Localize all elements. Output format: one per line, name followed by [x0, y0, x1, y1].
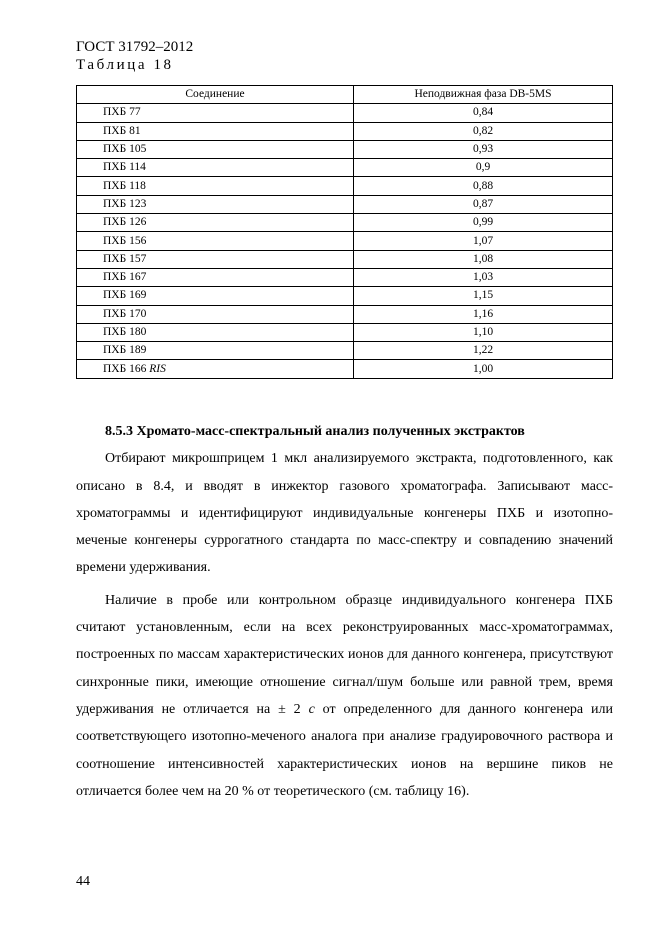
compound-cell: ПХБ 180	[77, 323, 354, 341]
paragraph-text: Наличие в пробе или контрольном образце индивидуального конгенера ПХБ считают установленным, если на всех реконструированных масс-хроматограммах, построенных по массам характеристических ионов для данного конгенера, присутствуют синхронные пики, имеющие отношение сигнал/шум больше или равной трем, время удерживания не отличается на ± 2	[76, 592, 613, 717]
value-cell: 0,87	[354, 195, 613, 213]
paragraph: Отбирают микрошприцем 1 мкл анализируемого экстракта, подготовленного, как описано в 8.4, и вводят в инжектор газового хроматографа. Записывают масс-хроматограммы и идентифицируют индивидуальные конгенеры ПХБ и изотопно-меченые конгенеры суррогатного стандарта по масс-спектру и совпадению значений времени удерживания.	[76, 451, 613, 576]
value-cell: 1,15	[354, 287, 613, 305]
table-row	[77, 287, 613, 305]
table-row	[77, 177, 613, 195]
compound-name: ПХБ 166	[103, 362, 147, 375]
table-row	[77, 250, 613, 268]
compound-cell: ПХБ 189	[77, 342, 354, 360]
compound-cell: ПХБ 156	[77, 232, 354, 250]
value-cell: 0,88	[354, 177, 613, 195]
compound-cell	[77, 360, 354, 378]
table-row	[77, 214, 613, 232]
unit-seconds: с	[308, 701, 315, 717]
table-row	[77, 323, 613, 341]
table-row	[77, 232, 613, 250]
compound-cell: ПХБ 157	[77, 250, 354, 268]
table-row	[77, 140, 613, 158]
paragraph-text: от определенного для данного конгенера или соответствующего изотопно-меченого аналога при анализе градуировочного раствора и соотношение интенсивностей характеристических ионов на вершине пиков не отличается более чем на 20 % от теоретического (см. таблицу 16).	[76, 701, 613, 799]
table-row	[77, 305, 613, 323]
column-header-phase: Неподвижная фаза DB-5MS	[354, 86, 613, 104]
data-table	[76, 85, 613, 379]
value-cell: 1,22	[354, 342, 613, 360]
page-header	[76, 38, 193, 74]
value-cell: 1,03	[354, 268, 613, 286]
value-cell: 1,10	[354, 323, 613, 341]
value-cell: 0,82	[354, 122, 613, 140]
value-cell: 0,84	[354, 104, 613, 122]
compound-cell: ПХБ 118	[77, 177, 354, 195]
value-cell: 1,16	[354, 305, 613, 323]
table-row	[77, 342, 613, 360]
table-row	[77, 360, 613, 378]
section-heading: 8.5.3 Хромато-масс-спектральный анализ полученных экстрактов	[105, 424, 525, 439]
table-row	[77, 159, 613, 177]
table-caption: Таблица 18	[76, 57, 174, 73]
value-cell: 0,93	[354, 140, 613, 158]
paragraph	[76, 587, 613, 805]
compound-cell: ПХБ 169	[77, 287, 354, 305]
table-row	[77, 195, 613, 213]
compound-cell: ПХБ 114	[77, 159, 354, 177]
compound-suffix-italic: RIS	[149, 362, 166, 375]
table-row	[77, 104, 613, 122]
compound-cell: ПХБ 126	[77, 214, 354, 232]
standard-number: ГОСТ 31792–2012	[76, 39, 194, 55]
column-header-compound: Соединение	[77, 86, 354, 104]
section-body	[76, 418, 613, 805]
value-cell: 1,08	[354, 250, 613, 268]
value-cell: 0,99	[354, 214, 613, 232]
value-cell: 0,9	[354, 159, 613, 177]
table-row	[77, 268, 613, 286]
compound-cell: ПХБ 123	[77, 195, 354, 213]
value-cell: 1,07	[354, 232, 613, 250]
compound-cell: ПХБ 81	[77, 122, 354, 140]
table-header-row	[77, 86, 613, 104]
compound-cell: ПХБ 167	[77, 268, 354, 286]
compound-cell: ПХБ 77	[77, 104, 354, 122]
compound-cell: ПХБ 170	[77, 305, 354, 323]
page-number: 44	[76, 874, 90, 889]
compound-cell: ПХБ 105	[77, 140, 354, 158]
value-cell: 1,00	[354, 360, 613, 378]
table-row	[77, 122, 613, 140]
